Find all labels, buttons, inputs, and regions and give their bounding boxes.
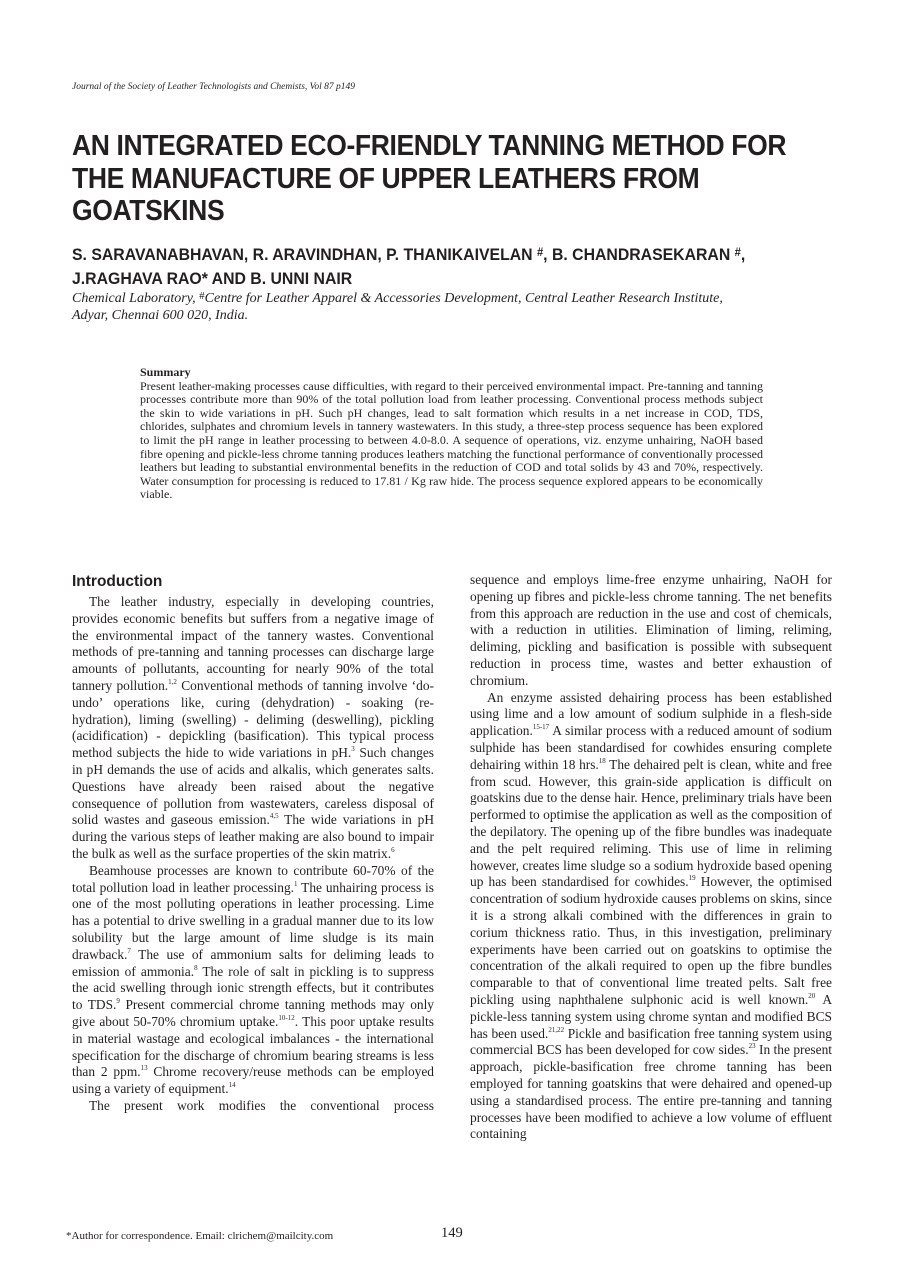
sentence: However, the optimised concentration of sodium hydroxide causes problems on skins, since it is a strong alkali combined with the differences in grain to corium thickness ratio. Thus, in this investigation, preliminary experiments have been carried out on goatskins to optimise the concentration of the alkali required to open up the fibre bundles comparable to that of conventional lime treated pelts. Salt free pickling using naphthalene sulphonic acid is well known. (470, 874, 832, 1007)
affiliation-part2: Centre for Leather Apparel & Accessories Development, Central Leather Research Institute, (204, 291, 723, 306)
citation: 18 (598, 756, 606, 765)
sentence: . This poor uptake results in material wastage and ecological imbalances - the international specification for the discharge of chromium bearing streams is less than 2 ppm. (72, 1013, 434, 1080)
sentence: The wide variations in pH during the various steps of leather making are also bound to impair the bulk as well as the surface properties of the skin matrix. (72, 812, 434, 861)
citation: 19 (688, 874, 696, 883)
authors-line2: J.RAGHAVA RAO* AND B. UNNI NAIR (72, 269, 353, 288)
intro-paragraph-2 (72, 863, 434, 1098)
left-column (72, 572, 434, 1115)
affiliation (72, 288, 832, 324)
citation: 3 (351, 745, 355, 754)
sentence: A similar process with a reduced amount of sodium sulphide has been standardised for cowhides ensuring complete dehairing within 18 hrs. (470, 723, 832, 772)
page-number: 149 (441, 1225, 463, 1241)
sentence: The unhairing process is one of the most polluting operations in leather processing. Lime has a potential to drive swelling in a gradual manner due to its low solubility but the large amount of lime sludge is its main drawback. (72, 879, 434, 962)
citation: 23 (748, 1042, 756, 1051)
citation: 13 (140, 1064, 148, 1073)
running-head: Journal of the Society of Leather Technologists and Chemists, Vol 87 p149 (72, 82, 356, 92)
sentence: The dehaired pelt is clean, white and free from scud. However, this grain-side application is difficult on goatskins due to the dense hair. Hence, preliminary trials have been performed to optimise the application as well as the composition of the depilatory. The opening up of the fibre bundles was inadequate and the pelt required reliming. This use of lime in reliming however, creates lime sludge so a sodium hydroxide based opening up has been standardised for cowhides. (470, 756, 833, 890)
sentence: In the present approach, pickle-basification free chrome tanning has been employed for tanning goatskins that were dehaired and opened-up using a standardised process. The entire pre-tanning and tanning processes have been modified to achieve a low volume of effluent containing (470, 1042, 832, 1142)
article-title: AN INTEGRATED ECO-FRIENDLY TANNING METHOD FOR THE MANUFACTURE OF UPPER LEATHERS FROM GOATSKINS (72, 130, 787, 227)
right-column (470, 572, 832, 1143)
affiliation-part1: Chemical Laboratory, (72, 291, 200, 306)
introduction-heading: Introduction (72, 573, 163, 590)
sentence: Present commercial chrome tanning methods may only give about 50-70% chromium uptake. (72, 997, 435, 1029)
sentence: Such changes in pH demands the use of acids and alkalis, which generates salts. Questions have already been raised about the negative consequence of pollution from wastewaters, careless disposal of solid wastes and gaseous emission. (72, 745, 434, 828)
citation: 1,2 (168, 677, 177, 686)
intro-paragraph-3-continued: sequence and employs lime-free enzyme unhairing, NaOH for opening up fibres and pickle-less chrome tanning. The net benefits from this approach are reduction in the use and cost of chemicals, with a reduction in utilities. Elimination of liming, reliming, deliming, pickling and basification is possible with subsequent reduction in process time, wastes and better exhaustion of chromium. (470, 572, 832, 688)
summary-heading: Summary (140, 365, 191, 379)
citation: 10-12 (278, 1013, 295, 1022)
citation: 15-17 (532, 723, 550, 732)
sentence: The use of ammonium salts for deliming leads to emission of ammonia. (72, 946, 434, 979)
authors-line1-part3: , (740, 245, 746, 264)
citation: 14 (228, 1081, 236, 1090)
citation: 20 (808, 991, 816, 1000)
sentence: The leather industry, especially in developing countries, provides economic benefits but suffers from a negative image of the environmental impact of the tannery wastes. Conventional methods of pre-tanning and tanning processes can discharge large amounts of pollutants, accounting for nearly 90% of the total tannery pollution. (72, 594, 434, 693)
intro-paragraph-1 (72, 594, 434, 863)
citation: 6 (391, 845, 395, 854)
sentence: Pickle and basification free tanning system using commercial BCS has been developed for cow sides. (470, 1025, 833, 1058)
correspondence-footnote: *Author for correspondence. Email: clrichem@mailcity.com (66, 1230, 334, 1242)
authors-line1-part1: S. SARAVANABHAVAN, R. ARAVINDHAN, P. THANIKAIVELAN (72, 245, 537, 264)
sentence: A pickle-less tanning system using chrome syntan and modified BCS has been used. (470, 991, 833, 1041)
sentence: The role of salt in pickling is to suppress the acid swelling through ionic strength effects, but it contributes to TDS. (72, 963, 434, 1013)
summary-block (140, 366, 763, 502)
sentence: Conventional methods of tanning involve ‘do-undo’ operations like, curing (dehydration) - soaking (re-hydration), liming (swelling) - deliming (deswelling), pickling (acidification) - depickling (basification). This typical process method subjects the hide to wide variations in pH. (72, 677, 434, 761)
authors-line1-part2: , B. CHANDRASEKARAN (543, 245, 735, 264)
affiliation-line2: Adyar, Chennai 600 020, India. (72, 307, 249, 323)
intro-paragraph-3-start: The present work modifies the conventional process (89, 1097, 434, 1113)
citation: 7 (127, 946, 131, 955)
affiliation-mark: # (536, 245, 544, 259)
citation: 1 (294, 879, 298, 888)
citation: 4,5 (269, 812, 279, 821)
citation: 9 (116, 997, 120, 1006)
summary-text: Present leather-making processes cause difficulties, with regard to their perceived environmental impact. Pre-tanning and tanning processes contribute more than 90% of the total pollution load from leather processing. Conventional process methods subject the skin to wide variations in pH. Such pH changes, lead to salt formation which results in a net increase in COD, TDS, chlorides, sulphates and chromium levels in tannery wastewaters. In this study, a three-step process sequence has been explored to limit the pH range in leather processing to between 4.0-8.0. A sequence of operations, viz. enzyme unhairing, NaOH based fibre opening and pickle-less chrome tanning produces leathers matching the functional performance of conventionally processed leathers but leading to substantial environmental benefits in the reduction of COD and total solids by 43 and 70%, respectively. Water consumption for processing is reduced to 17.81 / Kg raw hide. The process sequence explored appears to be economically viable. (140, 378, 763, 502)
sentence: Beamhouse processes are known to contribute 60-70% of the total pollution load in leather processing. (72, 862, 434, 895)
sentence: Chrome recovery/reuse methods can be employed using a variety of equipment. (72, 1064, 434, 1097)
citation: 8 (194, 963, 198, 972)
citation: 21,22 (548, 1025, 565, 1034)
author-list (72, 240, 807, 291)
affiliation-mark: # (734, 245, 741, 259)
intro-paragraph-4 (470, 690, 832, 1144)
sentence: An enzyme assisted dehairing process has been established using lime and a low amount of sodium sulphide in a flesh-side application. (470, 689, 832, 739)
affiliation-mark: # (199, 290, 205, 302)
